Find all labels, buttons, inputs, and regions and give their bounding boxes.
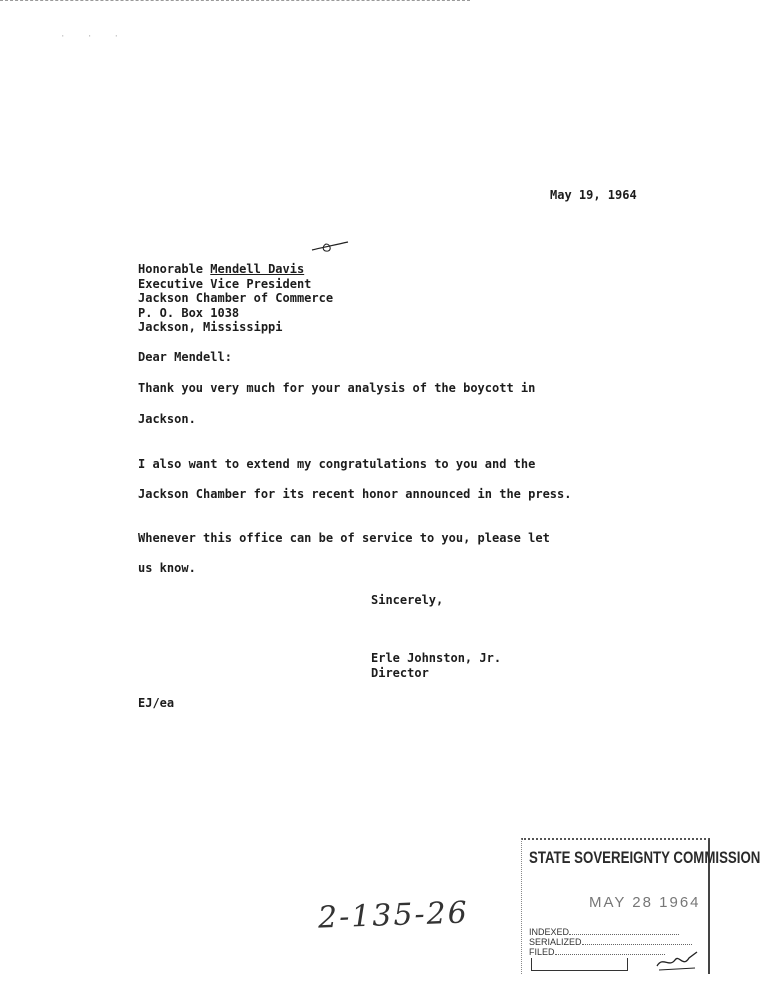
letter-date: May 19, 1964: [550, 188, 637, 202]
closing: Sincerely,: [371, 593, 444, 607]
stamp-field-indexed: [529, 927, 699, 937]
stamp-title: STATE SOVEREIGNTY COMMISSION: [529, 848, 761, 867]
recipient-name: Mendell Davis: [210, 262, 305, 276]
handwritten-file-number: 2-135-26: [317, 895, 470, 936]
top-dashed-border: [0, 0, 470, 1]
stamp-field-label: INDEXED: [529, 927, 570, 937]
stamp-date: MAY 28 1964: [589, 894, 701, 911]
signer-name: Erle Johnston, Jr.: [371, 651, 502, 665]
paragraph-2-line-1: I also want to extend my congratulations to you and the: [138, 457, 536, 471]
recipient-title: Executive Vice President: [138, 276, 312, 291]
recipient-name-line: [138, 262, 333, 277]
recipient-address: [138, 262, 333, 335]
stamp-field-label: FILED: [529, 947, 555, 957]
paragraph-3-line-2: us know.: [138, 561, 196, 575]
commission-stamp: [521, 838, 761, 974]
paragraph-3-line-1: Whenever this office can be of service to you, please let: [138, 531, 550, 545]
stamp-field-serialized: [529, 937, 699, 947]
paragraph-1-line-2: Jackson.: [138, 412, 196, 426]
typist-initials: EJ/ea: [138, 696, 175, 710]
recipient-city: Jackson, Mississippi: [138, 320, 283, 335]
salutation: Dear Mendell:: [138, 350, 232, 364]
stamp-field-label: SERIALIZED: [529, 937, 582, 947]
handwritten-mark: [310, 236, 354, 256]
signer-title: Director: [371, 666, 429, 680]
stamp-handwritten-initials: [655, 950, 701, 972]
recipient-organization: Jackson Chamber of Commerce: [138, 291, 334, 306]
recipient-po-box: P. O. Box 1038: [138, 305, 240, 320]
recipient-honorific: Honorable: [138, 262, 204, 276]
paragraph-2-line-2: Jackson Chamber for its recent honor announced in the press.: [138, 487, 572, 501]
scan-specks: · · ·: [60, 32, 128, 42]
paragraph-1-line-1: Thank you very much for your analysis of the boycott in: [138, 381, 536, 395]
stamp-entry-box: [531, 958, 628, 971]
